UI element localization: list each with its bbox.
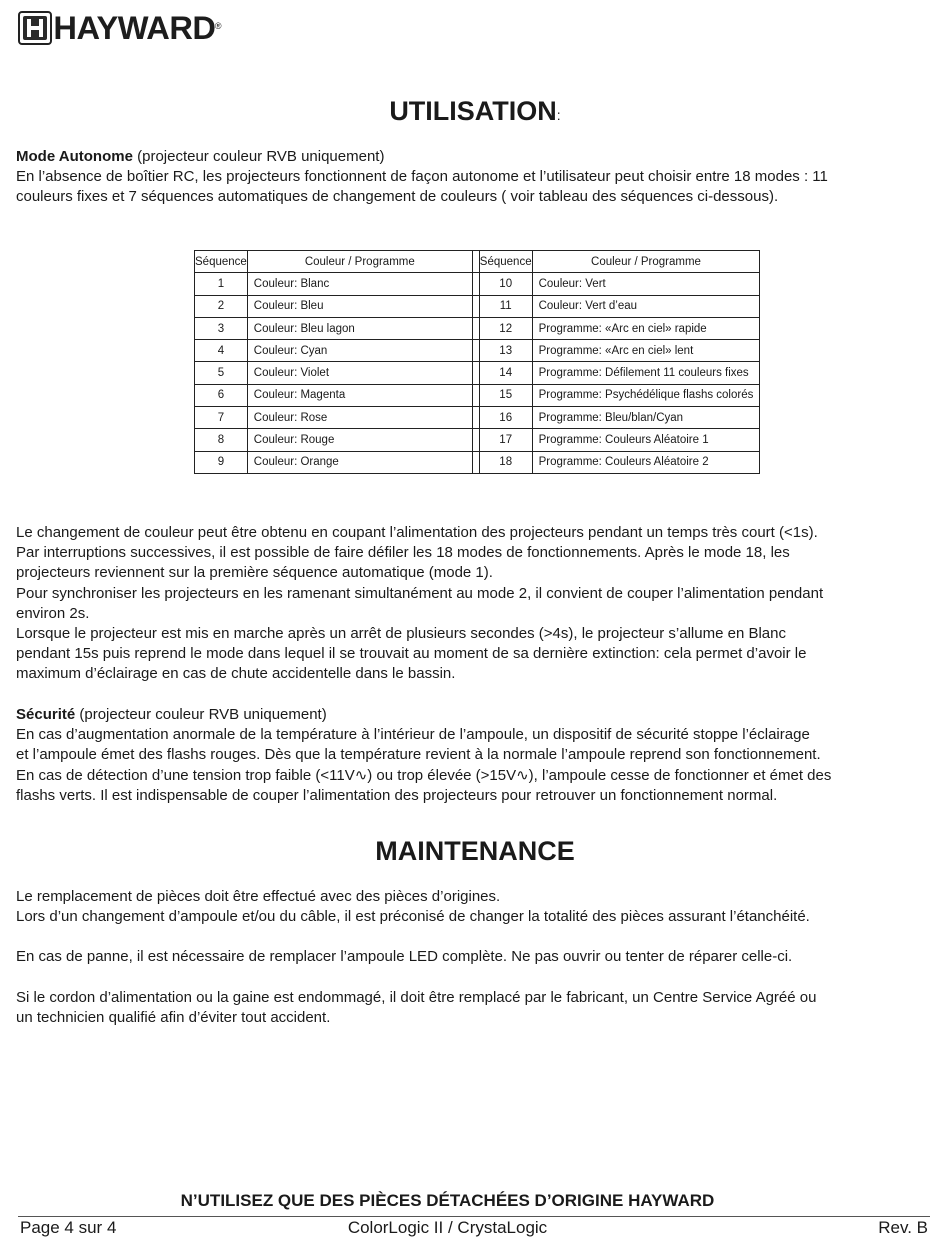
table-row: [195, 451, 760, 473]
brand-name: HAYWARD: [53, 10, 216, 46]
sequence-label: Programme: Bleu/blan/Cyan: [532, 407, 760, 429]
sequence-number: 14: [479, 362, 532, 384]
sequence-label: Couleur: Rose: [247, 407, 472, 429]
sequence-number: 5: [195, 362, 248, 384]
sequence-label: Programme: «Arc en ciel» lent: [532, 340, 760, 362]
maintenance-title: MAINTENANCE: [375, 836, 575, 866]
sequence-number: 4: [195, 340, 248, 362]
table-row: [195, 384, 760, 406]
product-name: ColorLogic II / CrystaLogic: [347, 1218, 548, 1237]
table-header-row: [195, 251, 760, 273]
original-parts-warning: N’UTILISEZ QUE DES PIÈCES DÉTACHÉES D’ORIGINE HAYWARD: [180, 1191, 715, 1210]
table-row: [195, 340, 760, 362]
table-row: [195, 317, 760, 339]
sequence-number: 9: [195, 451, 248, 473]
header-programme: Couleur / Programme: [247, 251, 472, 273]
sequence-label: Programme: Couleurs Aléatoire 1: [532, 429, 760, 451]
hayward-h-icon: [18, 11, 52, 45]
header-sequence: Séquence: [479, 251, 532, 273]
revision: Rev. B: [878, 1218, 928, 1237]
sequence-number: 17: [479, 429, 532, 451]
utilisation-title: UTILISATION:: [389, 96, 561, 126]
sequence-number: 8: [195, 429, 248, 451]
sequence-number: 1: [195, 273, 248, 295]
sequence-label: Couleur: Bleu lagon: [247, 317, 472, 339]
sequence-label: Programme: «Arc en ciel» rapide: [532, 317, 760, 339]
sequence-number: 2: [195, 295, 248, 317]
table-row: [195, 429, 760, 451]
sequence-number: 3: [195, 317, 248, 339]
table-row: [195, 407, 760, 429]
maintenance-paragraph-1: Le remplacement de pièces doit être effectué avec des pièces d’origines. Lors d’un changement d’ampoule et/ou du câble, il est préconisé de changer la totalité des pièces assurant l’étanchéité.: [16, 888, 810, 926]
mode-autonome-paragraph: Mode Autonome (projecteur couleur RVB uniquement) En l’absence de boîtier RC, les projecteurs fonctionnent de façon autonome et l’utilisateur peut choisir entre 18 modes : 11 couleurs fixes et 7 séquences automatiques de changement de couleurs ( voir tableau des séquences ci-dessous).: [16, 148, 828, 206]
sequence-number: 18: [479, 451, 532, 473]
sequence-number: 16: [479, 407, 532, 429]
sequence-label: Couleur: Orange: [247, 451, 472, 473]
table-row: [195, 273, 760, 295]
sequence-number: 10: [479, 273, 532, 295]
sequence-label: Programme: Psychédélique flashs colorés: [532, 384, 760, 406]
sequence-number: 6: [195, 384, 248, 406]
table-row: [195, 295, 760, 317]
sequence-label: Couleur: Blanc: [247, 273, 472, 295]
sequence-label: Couleur: Magenta: [247, 384, 472, 406]
sequence-label: Couleur: Bleu: [247, 295, 472, 317]
sequence-number: 7: [195, 407, 248, 429]
sequence-number: 15: [479, 384, 532, 406]
sequence-label: Couleur: Violet: [247, 362, 472, 384]
sequence-label: Couleur: Vert: [532, 273, 760, 295]
page-number: Page 4 sur 4: [20, 1218, 117, 1237]
changement-paragraph: Le changement de couleur peut être obtenu en coupant l’alimentation des projecteurs pendant un temps très court (<1s). Par interruptions successives, il est possible de faire défiler les 18 modes de fonctionnements. Après le mode 18, les projecteurs reviennent sur la première séquence automatique (mode 1). Pour synchroniser les projecteurs en les ramenant simultanément au mode 2, il convient de couper l’alimentation pendant environ 2s. Lorsque le projecteur est mis en marche après un arrêt de plusieurs secondes (>4s), le projecteur s’allume en Blanc pendant 15s puis reprend le mode dans lequel il se trouvait au moment de sa dernière extinction: cela permet d’avoir le maximum d’éclairage en cas de chute accidentelle dans le bassin.: [16, 524, 824, 683]
table-row: [195, 362, 760, 384]
maintenance-paragraph-3: Si le cordon d’alimentation ou la gaine est endommagé, il doit être remplacé par le fabricant, un Centre Service Agréé ou un technicien qualifié afin d’éviter tout accident.: [16, 989, 817, 1027]
securite-paragraph: Sécurité (projecteur couleur RVB uniquement) En cas d’augmentation anormale de la température à l’intérieur de l’ampoule, un dispositif de sécurité stoppe l’éclairage et l’ampoule émet des flashs rouges. Dès que la température revient à la normale l’ampoule reprend son fonctionnement. En cas de détection d’une tension trop faible (<11V∿) ou trop élevée (>15V∿), l’ampoule cesse de fonctionner et émet des flashs verts. Il est indispensable de couper l’alimentation des projecteurs pour retrouver un fonctionnement normal.: [16, 706, 832, 804]
sequence-label: Couleur: Vert d’eau: [532, 295, 760, 317]
header-programme: Couleur / Programme: [532, 251, 760, 273]
sequence-label: Couleur: Rouge: [247, 429, 472, 451]
footer-divider: [18, 1216, 930, 1217]
sequence-label: Programme: Défilement 11 couleurs fixes: [532, 362, 760, 384]
maintenance-paragraph-2: En cas de panne, il est nécessaire de remplacer l’ampoule LED complète. Ne pas ouvrir ou tenter de réparer celle-ci.: [16, 948, 793, 965]
securite-heading: Sécurité: [16, 706, 76, 723]
sequence-table: [194, 250, 760, 474]
sequence-number: 13: [479, 340, 532, 362]
mode-autonome-heading: Mode Autonome: [16, 148, 133, 165]
sequence-label: Programme: Couleurs Aléatoire 2: [532, 451, 760, 473]
sequence-number: 12: [479, 317, 532, 339]
registered-mark: ®: [214, 21, 222, 31]
sequence-number: 11: [479, 295, 532, 317]
hayward-logo: [18, 9, 222, 47]
sequence-label: Couleur: Cyan: [247, 340, 472, 362]
header-sequence: Séquence: [195, 251, 248, 273]
